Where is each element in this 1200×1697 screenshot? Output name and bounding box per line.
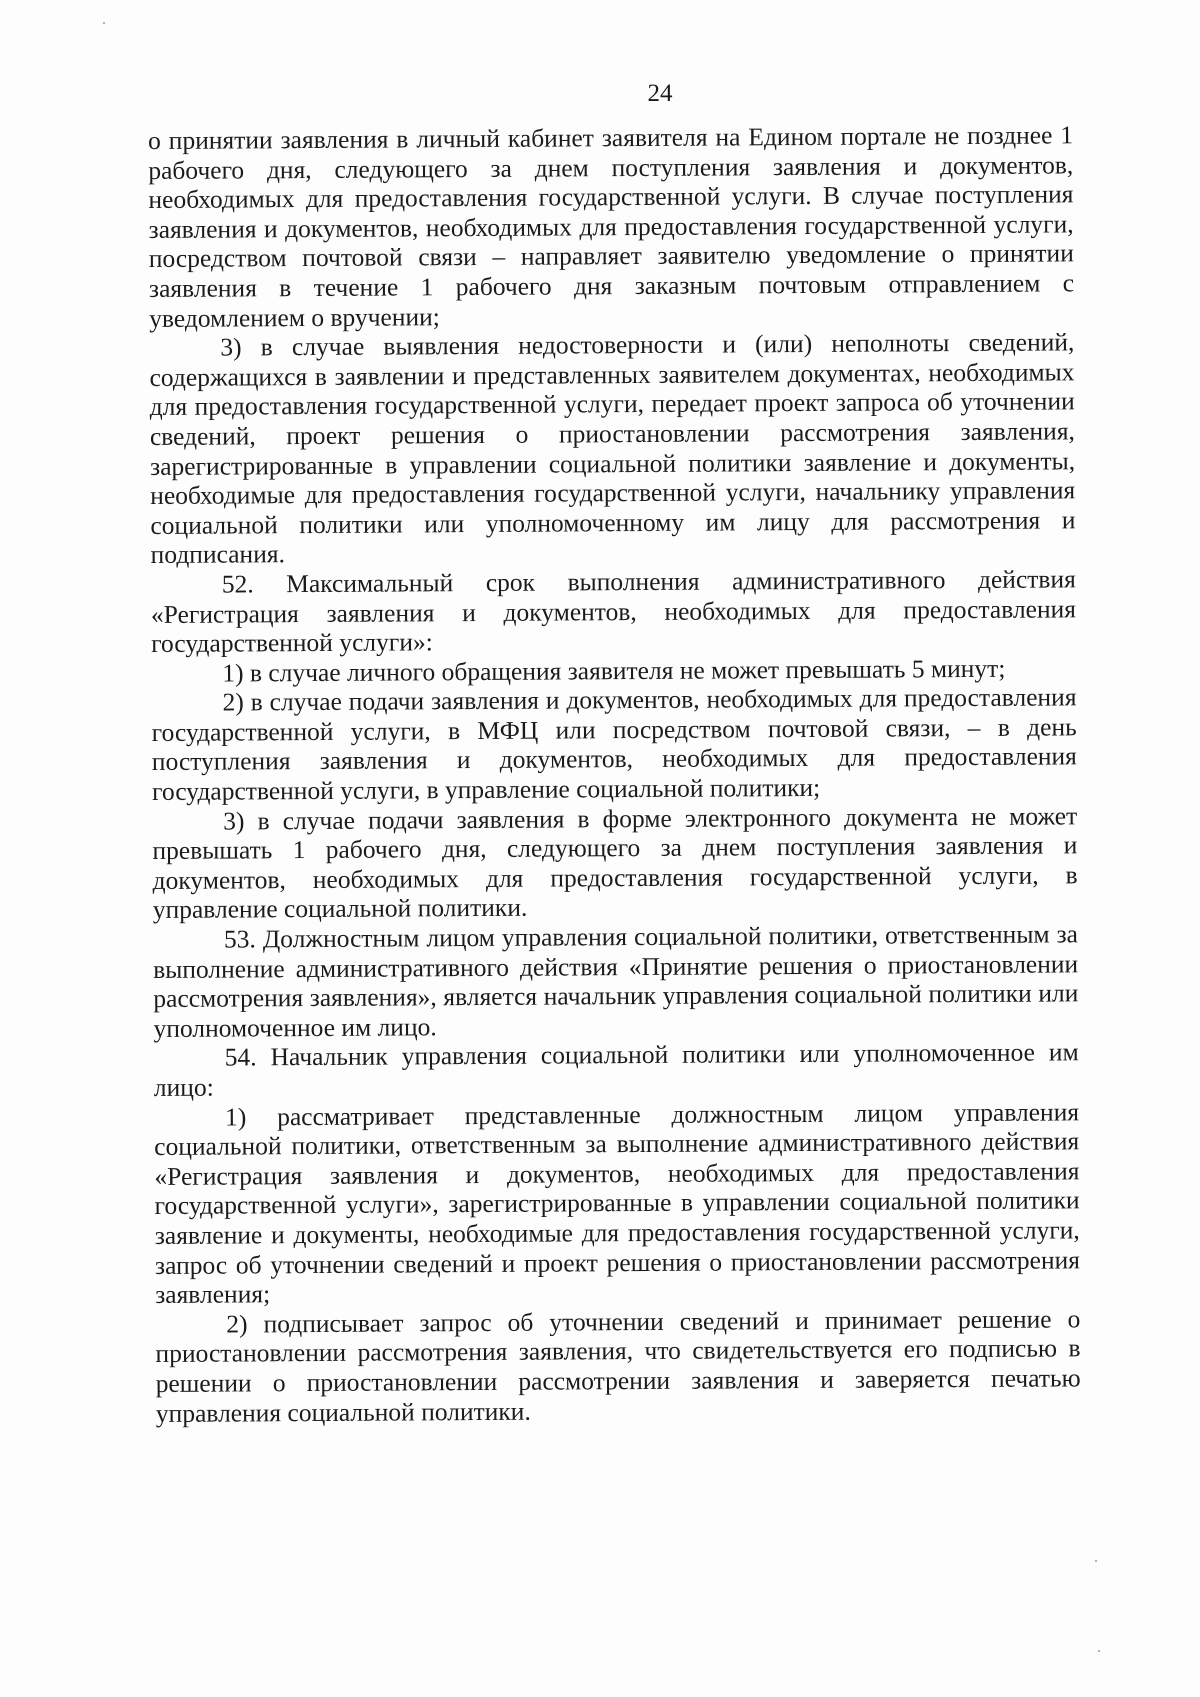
paragraph-continuation: о принятии заявления в личный кабинет заявителя на Едином портале не позднее 1 рабочего дня, следующего за днем поступления заявления и документов, необходимых для предоставления государственной услуги. В случае поступления заявления и документов, необходимых для предоставления государственной услуги, посредством почтовой связи – направляет заявителю уведомление о принятии заявления в течение 1 рабочего дня заказным почтовым отправлением с уведомлением о вручении; [148,120,1075,333]
scan-speck [103,22,105,24]
page-number: 24 [647,80,673,107]
paragraph-52-item-3: 3) в случае подачи заявления в форме электронного документа не может превышать 1 рабочего дня, следующего за днем поступления заявления и документов, необходимых для предоставления государственной услуги, в управление социальной политики. [152,800,1078,925]
scan-speck [1095,1560,1097,1562]
paragraph-53: 53. Должностным лицом управления социальной политики, ответственным за выполнение административного действия «Принятие решения о приостановлении рассмотрения заявления», является начальник управления социальной политики или уполномоченное им лицо. [153,919,1079,1043]
paragraph-54-item-2: 2) подписывает запрос об уточнении сведений и принимает решение о приостановлении рассмотрения заявления, что свидетельствуется его подписью в решении о приостановлении рассмотрении заявления и заверяется печатью управления социальной политики. [155,1304,1081,1428]
paragraph-54-item-1: 1) рассматривает представленные должностным лицом управления социальной политики, ответственным за выполнение административного действия «Регистрация заявления и документов, необходимых для предоставления государственной услуги», зарегистрированные в управлении социальной политики заявление и документы, необходимые для предоставления государственной услуги, запрос об уточнении сведений и проект решения о приостановлении рассмотрения заявления; [154,1096,1081,1310]
paragraph-52-item-2: 2) в случае подачи заявления и документов, необходимых для предоставления государственной услуги, в МФЦ или посредством почтовой связи, – в день поступления заявления и документов, необходимых для предоставления государственной услуги, в управление социальной политики; [151,682,1077,807]
document-body [148,120,1081,1428]
paragraph-52: 52. Максимальный срок выполнения административного действия «Регистрация заявления и документов, необходимых для предоставления государственной услуги»: [150,564,1077,659]
paragraph-52-item-1: 1) в случае личного обращения заявителя не может превышать 5 минут; [222,653,1006,688]
paragraph-54: 54. Начальник управления социальной политики или уполномоченное им лицо: [153,1037,1079,1102]
scan-speck [1098,1650,1100,1652]
paragraph-item-3: 3) в случае выявления недостоверности и (или) неполноты сведений, содержащихся в заявлении и представленных заявителем документах, необходимых для предоставления государственной услуги, передает проект запроса об уточнении сведений, проект решения о приостановлении рассмотрения заявления, зарегистрированные в управлении социальной политики заявление и документы, необходимые для предоставления государственной услуги, начальнику управления социальной политики или уполномоченному им лицу для рассмотрения и подписания. [149,327,1076,570]
